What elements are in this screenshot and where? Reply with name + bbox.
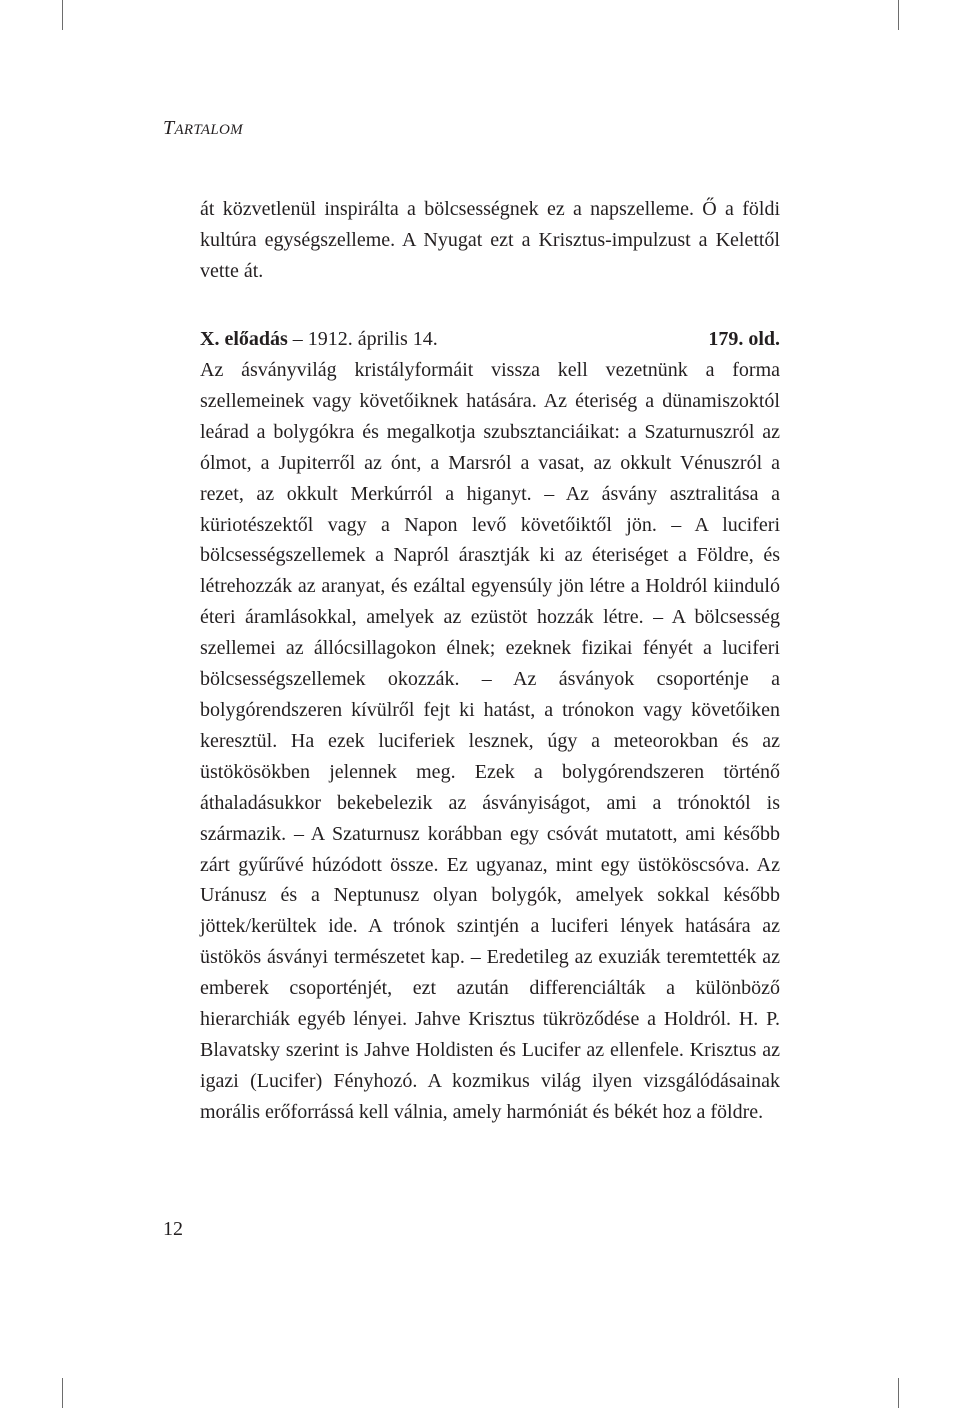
crop-mark-bottom-right [898, 1378, 899, 1408]
running-head-rest: ARTALOM [174, 122, 243, 138]
page-number: 12 [163, 1218, 183, 1240]
running-head [163, 117, 243, 140]
running-head-initial: T [163, 117, 175, 139]
body-paragraph: Az ásványvilág kristályformáit vissza kell vezetnünk a forma szellemeinek vagy követőiknek hatására. Az éteriség a dünamiszoktól leárad a bolygókra és megalkotja szubsztanciáikat: a Szaturnuszról az ólmot, a Jupiterről az ónt, a Marsról a vasat, az okkult Vénuszról a rezet, az okkult Merkúrról a higanyt. – Az ásvány asztralitása a küriotészektől vagy a Napon levő követőiktől jön. – A luciferi bölcsességszellemek a Napról árasztják ki az éteriséget a Földre, és létrehozzák az aranyat, és ezáltal egyensúly jön létre a Holdról kiinduló éteri áramlásokkal, amelyek az ezüstöt hozzák létre. – A bölcsesség szellemei az állócsillagokon élnek; ezeknek fizikai fényét a luciferi bölcsességszellemek okozzák. – Az ásványok csoporténje a bolygórendszeren kívülről fejt ki hatást, a trónokon vagy követőiken keresztül. Ha ezek luciferiek lesznek, úgy a meteorokban és az üstökösökben jelennek meg. Ezek a bolygórendszeren történő áthaladásukkor bekebelezik az ásványiságot, ami a trónoktól is származik. – A Szaturnusz korábban egy csóvát mutatott, ami később zárt gyűrűvé húzódott össze. Ez ugyanaz, mint egy üstököscsóva. Az Uránusz és a Neptunusz olyan bolygók, amelyek sokkal később jöttek/kerültek ide. A trónok szintjén a luciferi lények hatására az üstökös ásványi természetet kap. – Eredetileg az exuziák teremtették az emberek csoporténjét, ezt azután differenciálták a különböző hierarchiák egyéb lényei. Jahve Krisztus tükröződése a Holdról. H. P. Blavatsky szerint is Jahve Holdisten és Lucifer az ellenfele. Krisztus az igazi (Lucifer) Fényhozó. A kozmikus világ ilyen vizsgálódásainak morális erőforrássá kell válnia, amely harmóniát és békét hoz a földre. [200, 359, 780, 1123]
lecture-title [200, 324, 438, 355]
crop-mark-top-right [898, 0, 899, 30]
crop-mark-top-left [62, 0, 63, 30]
crop-mark-bottom-left [62, 1378, 63, 1408]
lecture-page-ref: 179. old. [708, 328, 780, 350]
lecture-heading [200, 324, 780, 355]
lecture-number: X. előadás [200, 328, 288, 350]
lecture-date: – 1912. április 14. [287, 328, 438, 350]
intro-paragraph: át közvetlenül inspirálta a bölcsességnek ez a napszelleme. Ő a földi kultúra egységszelleme. A Nyugat ezt a Krisztus-impulzust a Kelettől vette át. [200, 198, 780, 282]
